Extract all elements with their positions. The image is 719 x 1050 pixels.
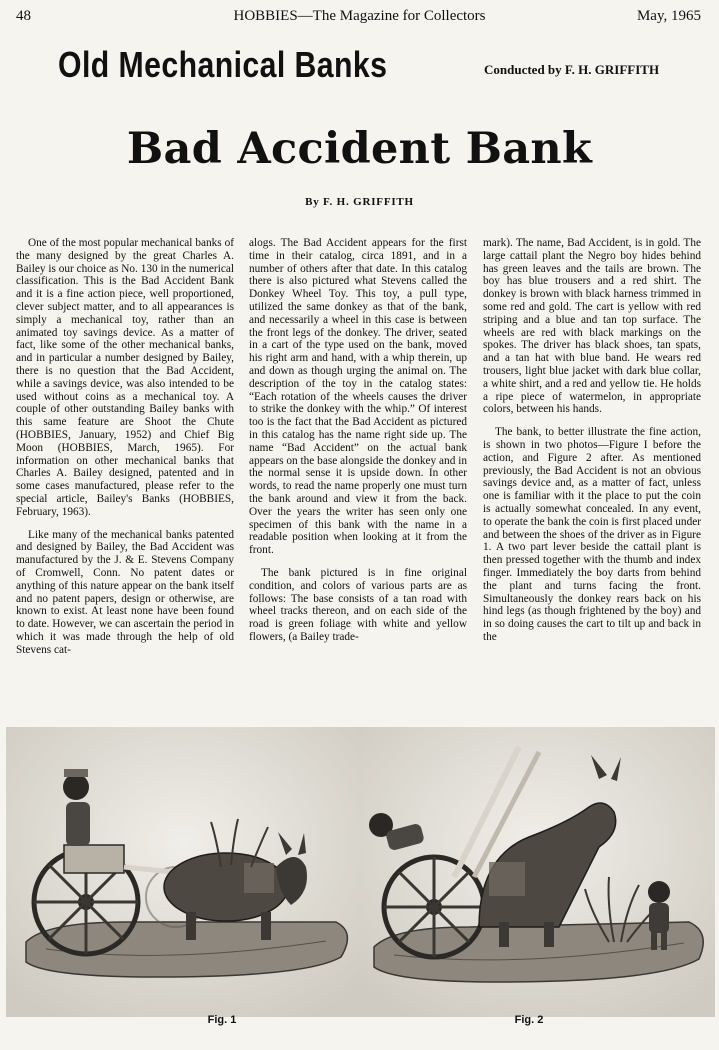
figure-2-photo [359,727,715,1017]
text-column-1 [16,237,234,667]
text-column-3 [483,237,701,654]
paragraph: mark). The name, Bad Accident, is in gold. The large cattail plant the Negro boy hides behind has green leaves and the tails are brown. The boy has blue trousers and a red shirt. The donkey is brown with black harness trimmed in some red and gold. The cart is yellow with red striping and a blue and tan top surface. The wheels are red with black markings on the spokes. The driver has black shoes, tan spats, and a tan hat with blue band. He wears red trousers, light blue jacket with dark blue collar, a white shirt, and a red and yellow tie. He holds a ripe piece of watermelon, in appropriate colors, between his hands. [483,237,701,416]
bank-before-action-illustration [6,727,362,1017]
running-head [12,8,707,28]
conducted-by: Conducted by F. H. GRIFFITH [484,62,660,77]
article-title: Bad Accident Bank [126,124,593,174]
paragraph: Like many of the mechanical banks patented and designed by Bailey, the Bad Accident was manufactured by the J. & E. Stevens Company of Cromwell, Conn. No patent dates or anything of this nature appear on the bank itself and no patent papers, design or otherwise, are known to exist. At least none have been found to date. However, we can ascertain the period in which it was made through the help of old Stevens cat- [16,528,234,656]
department-title: Old Mechanical Banks [58,44,388,85]
bank-after-action-illustration [359,727,715,1017]
figure-1-photo [6,727,362,1017]
paragraph: alogs. The Bad Accident appears for the first time in their catalog, circa 1891, and in a number of others after that date. In this catalog there is also pictured what Stevens called the Donkey Wheel Toy. This toy, a pull type, utilized the same donkey as that of the bank, and necessarily a wheel in this case is between the front legs of the donkey. The driver, seated in a cart of the type used on the bank, moved his right arm and hand, with a whip therein, up and down as though urging the animal on. The description of the toy in the catalog states: “Each rotation of the wheels causes the driver to strike the donkey with the whip.” Of interest too is the fact that the Bad Accident as pictured in this catalog has the name right side up. The name “Bad Accident” on the actual bank appears on the base alongside the donkey and in the normal sense it is upside down. In other words, to read the name properly one must turn the bank around and view it from the back. Over the years the writer has seen only one specimen of this bank with the name in a readable position when looking at it from the front. [249,237,467,557]
paragraph: The bank pictured is in fine original condition, and colors of various parts are as follows: The base consists of a tan road with wheel tracks thereon, and on each side of the road is green foliage with white and yellow flowers, (a Bailey trade- [249,566,467,643]
magazine-title: HOBBIES—The Magazine for Collectors [233,8,486,24]
issue-date: May, 1965 [636,8,701,24]
byline: By F. H. GRIFFITH [305,196,414,208]
paragraph: One of the most popular mechanical banks of the many designed by the great Charles A. Bailey is our choice as No. 130 in the numerical classification. This is the Bad Accident Bank and it is a fine action piece, well proportioned, clever subject matter, and to all appearances is simply a mechanical toy, rather than an animated toy savings device. As a matter of fact, like some of the other mechanical banks, and in particular a number designed by Bailey, there is no question that the Bad Accident, while a savings device, was also intended to be used without coins as a mechanical toy. A couple of other outstanding Bailey banks with this same feature are Shoot the Chute (HOBBIES, January, 1952) and Chief Big Moon (HOBBIES, March, 1965). For information on other mechanical banks that Charles A. Bailey designed, patented and in some cases manufactured, please refer to the special article, Bailey's Banks (HOBBIES, February, 1963). [16,237,234,518]
figure-2-caption: Fig. 2 [514,1014,544,1026]
text-column-2 [249,237,467,654]
figure-1-caption: Fig. 1 [207,1014,237,1026]
paragraph: The bank, to better illustrate the fine action, is shown in two photos—Figure I before the action, and Figure 2 after. As mentioned previously, the Bad Accident is not an obvious savings device and, as a matter of fact, unless one is familiar with it the place to put the coin is actually somewhat concealed. In any event, to operate the bank the coin is first placed under and between the shoes of the driver as in Figure 1. A two part lever beside the cattail plant is then pressed together with the thumb and index finger. Immediately the boy darts from behind the plant and turns facing the front. Simultaneously the donkey rears back on his hind legs (as though frightened by the boy) and in so doing causes the cart to tilt up and back in the [483,426,701,643]
page-number: 48 [16,8,31,24]
